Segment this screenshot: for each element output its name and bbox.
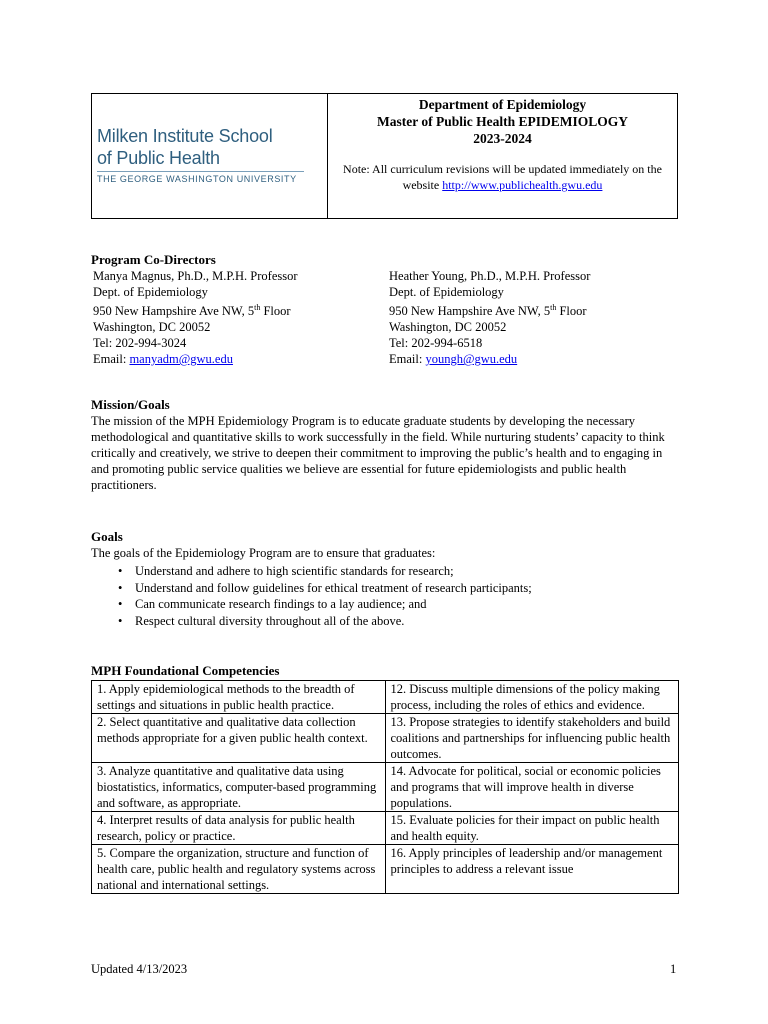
email-link[interactable]: manyadm@gwu.edu xyxy=(129,352,233,367)
list-item: • Understand and follow guidelines for ethical treatment of research participants; xyxy=(135,580,681,597)
email-link[interactable]: youngh@gwu.edu xyxy=(425,352,518,367)
logo-university: THE GEORGE WASHINGTON UNIVERSITY xyxy=(97,174,297,184)
director-email: Email: manyadm@gwu.edu xyxy=(93,352,233,367)
mission-section xyxy=(91,397,681,493)
table-row xyxy=(92,763,679,812)
table-cell: 13. Propose strategies to identify stakeholders and build coalitions and partnerships for influencing public health outcomes. xyxy=(385,714,679,763)
website-link[interactable]: http://www.publichealth.gwu.edu xyxy=(442,178,603,192)
goals-heading: Goals xyxy=(91,529,123,544)
logo-line2: of Public Health xyxy=(97,148,220,168)
list-item: • Can communicate research findings to a lay audience; and xyxy=(135,596,681,613)
mission-heading: Mission/Goals xyxy=(91,397,170,412)
mission-text: The mission of the MPH Epidemiology Program is to educate graduate students by developing the necessary methodological and quantitative skills to work successfully in the field. While nurturing students’ capacity to think critically and creatively, we strive to deepen their commitment to improving the public’s health and to engaging in and promoting public service qualities we believe are essential for future epidemiologists and public health practitioners. xyxy=(91,414,665,492)
list-item: • Understand and adhere to high scientific standards for research; xyxy=(135,563,681,580)
department-title: Department of Epidemiology xyxy=(418,97,587,112)
goals-list xyxy=(91,563,681,629)
director-city: Washington, DC 20052 xyxy=(93,320,211,335)
competencies-table xyxy=(91,680,679,894)
director-name: Heather Young, Ph.D., M.P.H. Professor xyxy=(389,269,591,283)
director-dept: Dept. of Epidemiology xyxy=(389,285,504,299)
director-card xyxy=(91,268,389,367)
academic-year: 2023-2024 xyxy=(473,131,532,146)
goals-intro: The goals of the Epidemiology Program are to ensure that graduates: xyxy=(91,546,436,560)
director-city: Washington, DC 20052 xyxy=(389,320,507,335)
table-cell: 15. Evaluate policies for their impact on public health and health equity. xyxy=(385,812,679,845)
table-row xyxy=(92,681,679,714)
co-directors-heading: Program Co-Directors xyxy=(91,252,216,267)
table-row xyxy=(92,714,679,763)
director-card xyxy=(389,268,590,367)
revision-note-text: Note: All curriculum revisions will be updated immediately on the website xyxy=(343,162,662,192)
table-cell: 4. Interpret results of data analysis for public health research, policy or practice. xyxy=(92,812,386,845)
school-logo xyxy=(92,94,328,218)
director-tel: Tel: 202-994-6518 xyxy=(389,336,483,351)
list-item: • Respect cultural diversity throughout all of the above. xyxy=(135,613,681,630)
director-address: 950 New Hampshire Ave NW, 5th Floor xyxy=(389,303,587,319)
director-dept: Dept. of Epidemiology xyxy=(93,285,208,299)
goals-section xyxy=(91,529,681,629)
table-cell: 1. Apply epidemiological methods to the breadth of settings and situations in public health practice. xyxy=(92,681,386,714)
competencies-section xyxy=(91,663,681,894)
co-directors-section xyxy=(91,252,691,367)
logo-divider xyxy=(97,171,304,172)
competencies-heading: MPH Foundational Competencies xyxy=(91,663,280,678)
page-number: 1 xyxy=(670,962,677,976)
logo-line1: Milken Institute School xyxy=(97,126,273,146)
title-block xyxy=(328,94,677,218)
director-address: 950 New Hampshire Ave NW, 5th Floor xyxy=(93,303,291,319)
table-cell: 12. Discuss multiple dimensions of the policy making process, including the roles of ethics and evidence. xyxy=(385,681,679,714)
director-tel: Tel: 202-994-3024 xyxy=(93,336,187,351)
table-cell: 14. Advocate for political, social or economic policies and programs that will improve health in diverse populations. xyxy=(385,763,679,812)
table-cell: 3. Analyze quantitative and qualitative data using biostatistics, informatics, computer-based programming and software, as appropriate. xyxy=(92,763,386,812)
footer-updated: Updated 4/13/2023 xyxy=(91,962,188,976)
revision-note xyxy=(328,161,677,193)
table-cell: 5. Compare the organization, structure and function of health care, public health and regulatory systems across national and international settings. xyxy=(92,845,386,894)
header-box xyxy=(91,93,678,219)
director-name: Manya Magnus, Ph.D., M.P.H. Professor xyxy=(93,269,298,283)
table-cell: 2. Select quantitative and qualitative data collection methods appropriate for a given public health context. xyxy=(92,714,386,763)
program-title: Master of Public Health EPIDEMIOLOGY xyxy=(377,114,628,129)
table-row xyxy=(92,812,679,845)
director-email: Email: youngh@gwu.edu xyxy=(389,352,518,367)
table-row xyxy=(92,845,679,894)
table-cell: 16. Apply principles of leadership and/or management principles to address a relevant issue xyxy=(385,845,679,894)
